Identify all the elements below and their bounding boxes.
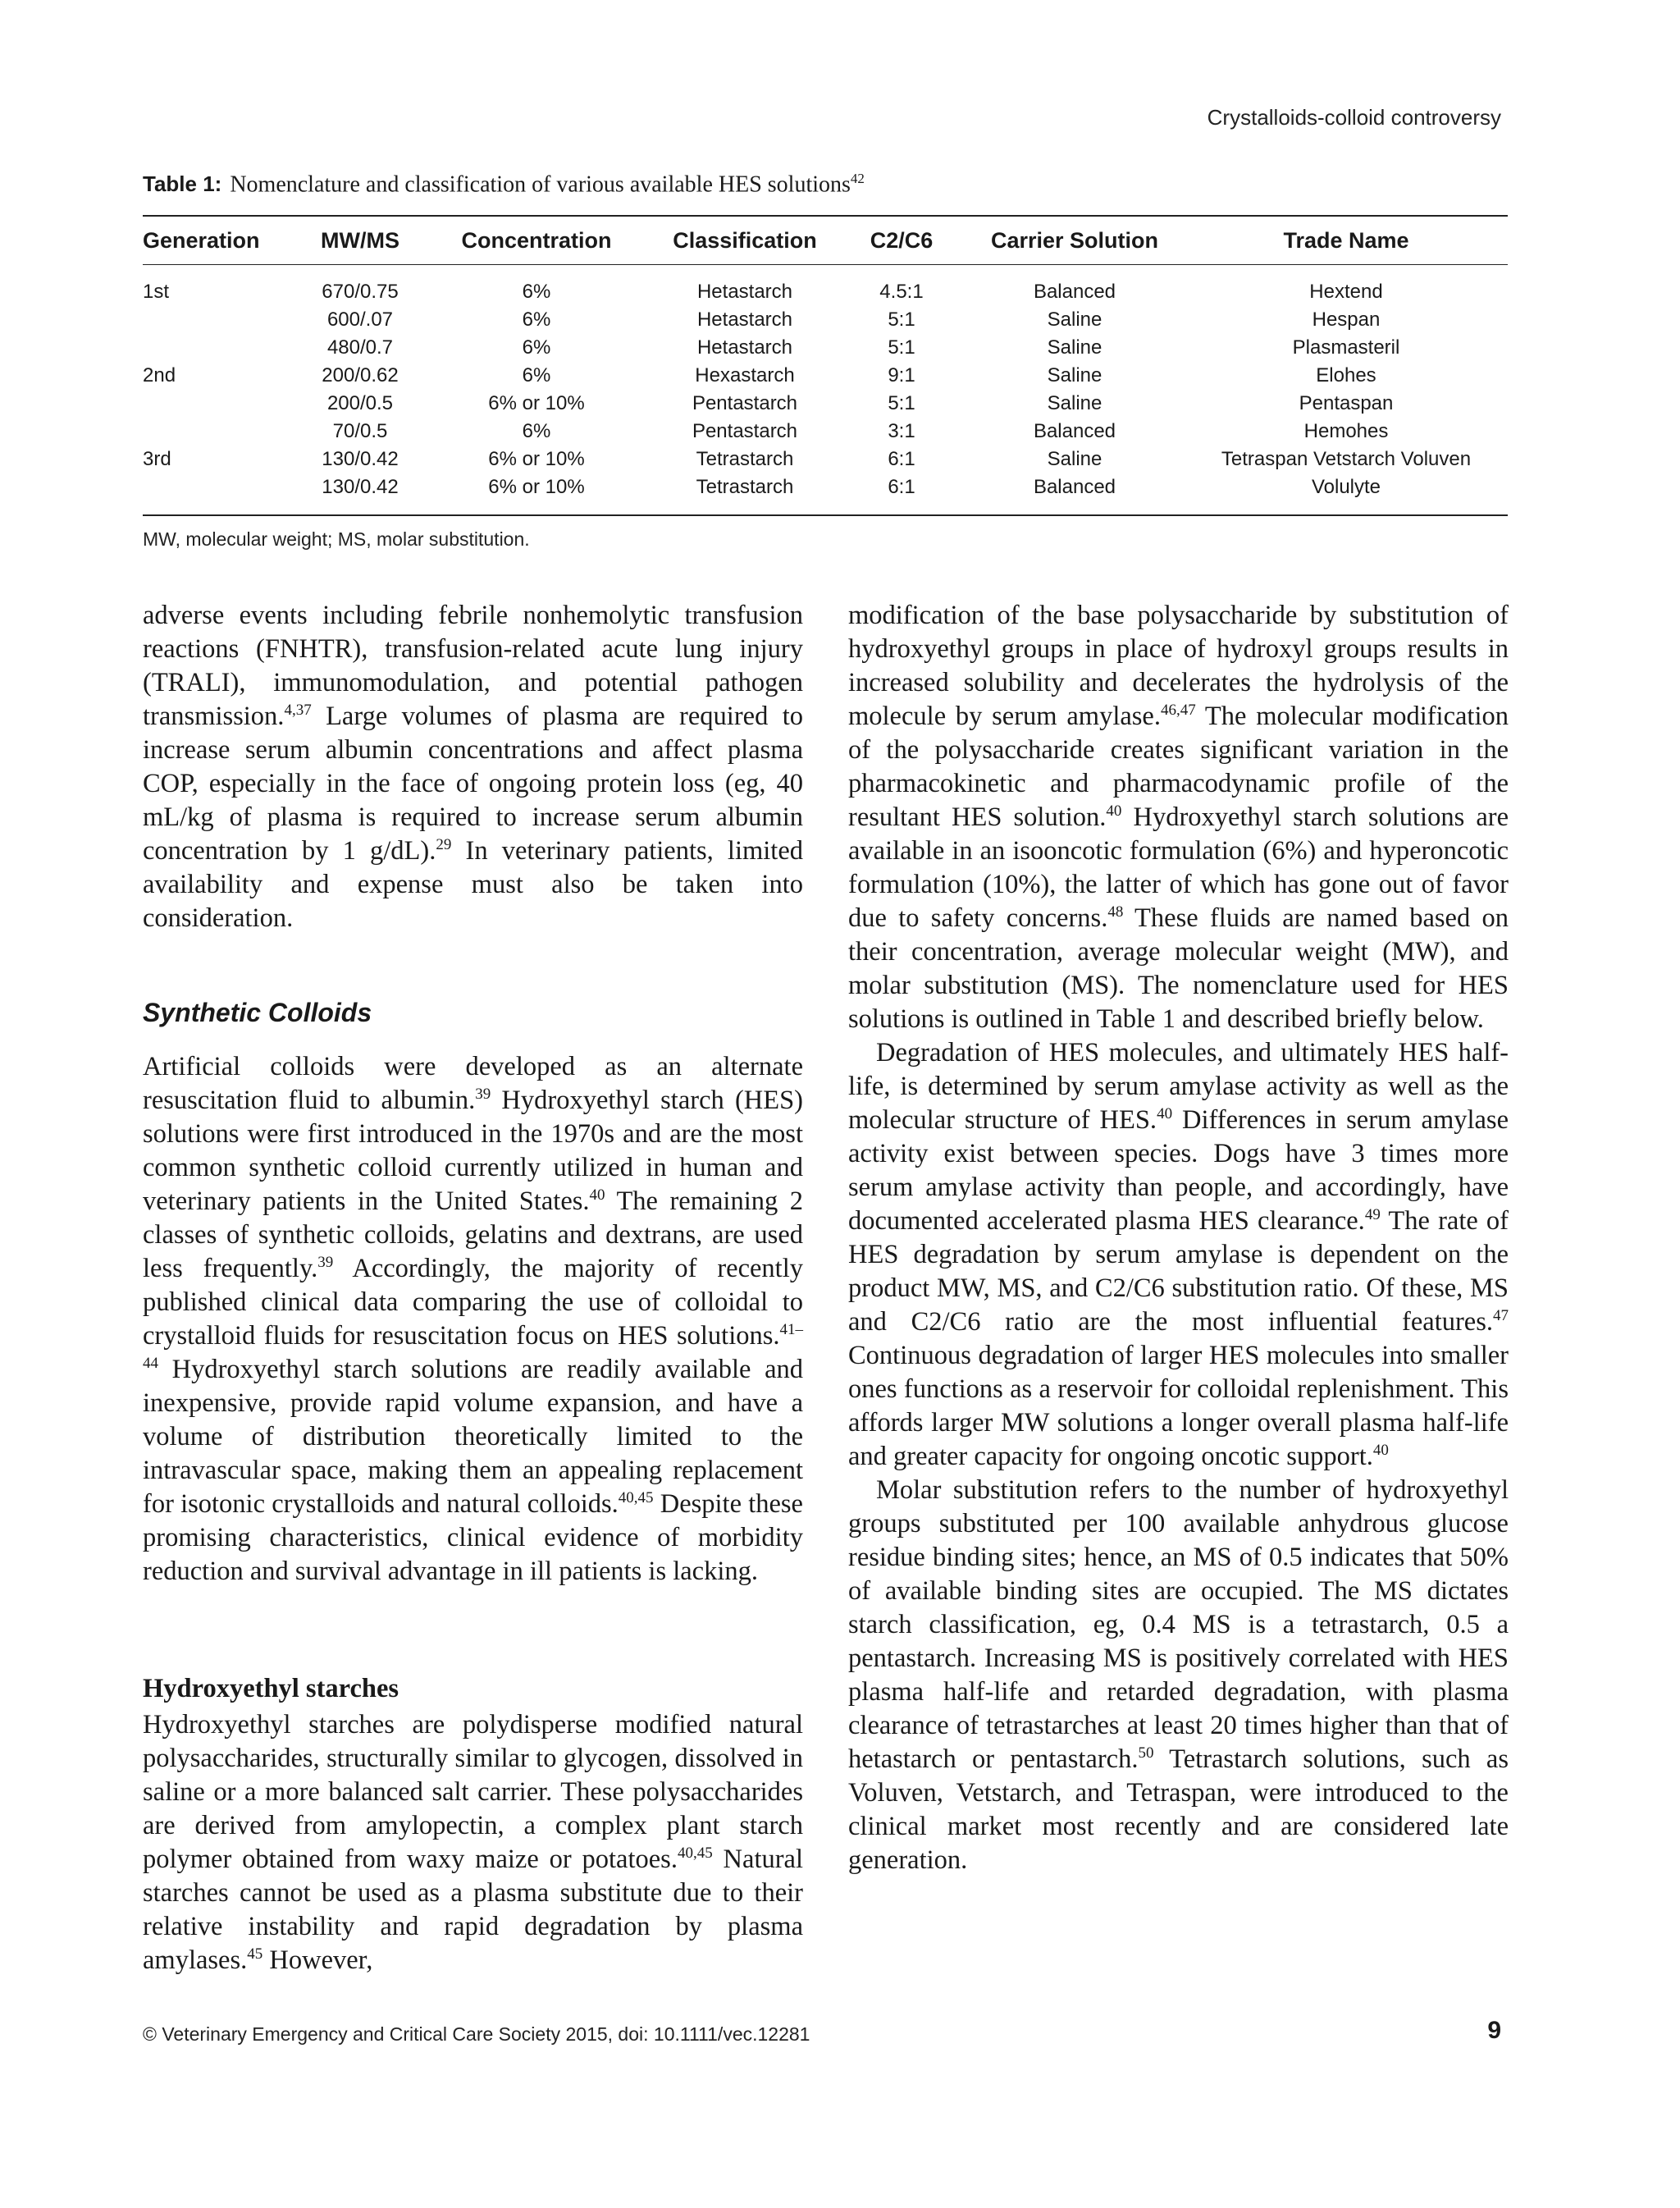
text-run: Molar substitution refers to the number of hydroxyethyl groups substituted per 100 available anhydrous glucose residue binding sites; hence, an MS of 0.5 indicates that 50% of available binding sites are occupied. The MS dictates starch classification, eg, 0.4 MS is a tetrastarch, 0.5 a pentastarch. Increasing MS is positively correlated with HES plasma half-life and retarded degradation, with plasma clearance of tetrastarches at least 20 times higher than that of hetastarch or pentastarch.: [848, 1475, 1509, 1774]
table-cell: 5:1: [888, 309, 915, 331]
table-cell: Saline: [1047, 336, 1102, 359]
text-run: Tetrastarch solutions, such as Voluven, Vetstarch, and Tetraspan, were introduced to the clinical market most recently and are considered late generation.: [848, 1744, 1509, 1875]
citation: 50: [1138, 1744, 1154, 1762]
citation: 29: [436, 836, 452, 854]
text-run: Accordingly, the majority of recently published clinical data comparing the use of colloidal to crystalloid fluids for resuscitation focus on HES solutions.: [143, 1254, 803, 1351]
text-run: Differences in serum amylase activity exist between species. Dogs have 3 times more serum amylase activity than people, and accordingly, have documented accelerated plasma HES clearance.: [848, 1105, 1509, 1236]
table-cell: 6%: [522, 364, 551, 386]
table-row: [143, 418, 1508, 446]
table-cell: Saline: [1047, 448, 1102, 470]
body-paragraph: [848, 599, 1509, 1036]
text-run: Degradation of HES molecules, and ultimately HES half-life, is determined by serum amylase activity as well as the molecular structure of HES.: [848, 1038, 1509, 1135]
text-run: Artificial colloids were developed as an alternate resuscitation fluid to albumin.: [143, 1052, 803, 1115]
table-cell: Saline: [1047, 392, 1102, 414]
column-header-mw-ms: MW/MS: [299, 216, 422, 265]
body-paragraph: [143, 599, 803, 935]
section-heading-synthetic-colloids: Synthetic Colloids: [143, 998, 372, 1027]
table-body: [143, 265, 1508, 516]
citation: 47: [1493, 1307, 1509, 1325]
table-cell: Tetrastarch: [696, 448, 794, 470]
citation: 4,37: [284, 702, 312, 720]
table-cell: Tetraspan Vetstarch Voluven: [1221, 448, 1472, 470]
text-run: Hydroxyethyl starches are polydisperse modified natural polysaccharides, structurally similar to glycogen, dissolved in saline or a more balanced salt carrier. These polysaccharides are derived from amylopectin, a complex plant starch polymer obtained from waxy maize or potatoes.: [143, 1710, 803, 1874]
text-run: Hydroxyethyl starch (HES) solutions were first introduced in the 1970s and are the most common synthetic colloid currently utilized in human and veterinary patients in the United States.: [143, 1086, 804, 1216]
table-cell: Pentaspan: [1299, 392, 1394, 414]
citation: 40: [1372, 1442, 1389, 1460]
table-row: [143, 473, 1508, 515]
table-cell: 3rd: [143, 448, 171, 470]
table-cell: Tetrastarch: [651, 473, 838, 515]
citation: 41–44: [143, 1321, 803, 1373]
text-run: In veterinary patients, limited availability and expense must also be taken into consideration.: [143, 836, 803, 933]
right-column: [848, 599, 1509, 1877]
table-cell: Hextend: [1309, 281, 1383, 303]
running-head: Crystalloids-colloid controversy: [1207, 105, 1501, 130]
table-row: [143, 306, 1508, 334]
table-row: [143, 334, 1508, 362]
table-cell: Saline: [1047, 364, 1102, 386]
table-cell: 70/0.5: [332, 420, 388, 442]
table-cell: 480/0.7: [326, 336, 394, 359]
text-run: Large volumes of plasma are required to increase serum albumin concentrations and affect plasma COP, especially in the face of ongoing protein loss (eg, 40 mL/kg of plasma is required to increase serum albumin concentration by 1 g/dL).: [143, 702, 803, 866]
table-cell: 6%: [522, 420, 551, 442]
text-run: However,: [262, 1945, 373, 1975]
citation: 40: [589, 1186, 605, 1205]
table-cell: Saline: [1047, 309, 1102, 331]
table-caption-text: Nomenclature and classification of various available HES solutions: [230, 171, 851, 198]
table-cell: Pentastarch: [692, 392, 798, 414]
column-header-trade-name: Trade Name: [1185, 216, 1508, 265]
table-cell: 6:1: [838, 473, 965, 515]
table-cell: Hexastarch: [695, 364, 795, 386]
table-cell: Volulyte: [1185, 473, 1508, 515]
column-header-classification: Classification: [651, 216, 838, 265]
table-cell: 6%: [522, 309, 551, 331]
table-cell: 5:1: [888, 336, 915, 359]
body-paragraph: [848, 1474, 1509, 1877]
table-cell: Plasmasteril: [1292, 336, 1400, 359]
table-cell: Elohes: [1316, 364, 1376, 386]
body-paragraph: [143, 1708, 803, 1977]
table-cell: 4.5:1: [879, 281, 924, 303]
subsection-heading-hydroxyethyl-starches: Hydroxyethyl starches: [143, 1674, 399, 1703]
table-cell: 5:1: [888, 392, 915, 414]
table-header: [143, 216, 1508, 265]
table-cell: 1st: [143, 281, 170, 303]
table-cell: Hetastarch: [696, 309, 793, 331]
citation: 39: [475, 1086, 491, 1104]
table-cell: [143, 334, 299, 362]
citation: 40: [1157, 1105, 1173, 1123]
column-header-generation: Generation: [143, 216, 299, 265]
table-cell: 600/.07: [326, 309, 394, 331]
footer-copyright: © Veterinary Emergency and Critical Care Society 2015, doi: 10.1111/vec.12281: [143, 2023, 810, 2045]
body-paragraph: [143, 1050, 803, 1589]
table-row: [143, 265, 1508, 307]
table-cell: [143, 390, 299, 418]
table-cell: Pentastarch: [692, 420, 798, 442]
text-run: Hydroxyethyl starch solutions are available in an isooncotic formulation (6%) and hyperoncotic formulation (10%), the latter of which has gone out of favor due to safety concerns.: [848, 802, 1509, 933]
table-cell: Balanced: [1033, 281, 1116, 303]
citation: 45: [247, 1945, 263, 1963]
citation: 46,47: [1160, 702, 1196, 720]
citation: 39: [317, 1254, 334, 1272]
table-caption: [143, 171, 865, 198]
table-cell: 6% or 10%: [488, 392, 585, 414]
table-cell: [143, 418, 299, 446]
table-cell: 6%: [522, 336, 551, 359]
table-cell: 2nd: [143, 364, 176, 386]
text-run: adverse events including febrile nonhemolytic transfusion reactions (FNHTR), transfusion-related acute lung injury (TRALI), immunomodulation, and potential pathogen transmission.: [143, 601, 803, 731]
table-cell: 9:1: [888, 364, 915, 386]
page-number: 9: [1487, 2017, 1501, 2044]
text-run: Despite these promising characteristics, clinical evidence of morbidity reduction and survival advantage in ill patients is lacking.: [143, 1489, 803, 1586]
column-header-concentration: Concentration: [422, 216, 651, 265]
table-caption-ref: 42: [850, 171, 865, 186]
table-cell: 200/0.5: [326, 392, 394, 414]
table-cell: Balanced: [1033, 420, 1116, 442]
table-cell: 6% or 10%: [488, 448, 585, 470]
table-cell: Hespan: [1312, 309, 1381, 331]
column-header-c2-c6: C2/C6: [838, 216, 965, 265]
text-run: The remaining 2 classes of synthetic colloids, gelatins and dextrans, are used less frequently.: [143, 1186, 803, 1283]
body-paragraph: [848, 1036, 1509, 1474]
table-row: [143, 362, 1508, 390]
table-cell: 130/0.42: [299, 473, 422, 515]
table-cell: 670/0.75: [322, 281, 399, 303]
table-cell: Hetastarch: [696, 336, 793, 359]
table-cell: [143, 473, 299, 515]
column-header-carrier-solution: Carrier Solution: [965, 216, 1185, 265]
table-cell: [143, 306, 299, 334]
table-label: Table 1:: [143, 171, 222, 197]
table-header-row: [143, 216, 1508, 265]
text-run: The rate of HES degradation by serum amylase is dependent on the product MW, MS, and C2/C6 substitution ratio. Of these, MS and C2/C6 ratio are the most influential features.: [848, 1206, 1509, 1337]
table-cell: 6:1: [888, 448, 915, 470]
citation: 40,45: [677, 1845, 713, 1863]
citation: 40: [1106, 802, 1122, 821]
text-run: Hydroxyethyl starch solutions are readily available and inexpensive, provide rapid volume expansion, and have a volume of distribution theoretically limited to the intravascular space, making them an appealing replacement for isotonic crystalloids and natural colloids.: [143, 1355, 803, 1519]
table-cell: 200/0.62: [322, 364, 399, 386]
text-run: Natural starches cannot be used as a plasma substitute due to their relative instability and rapid degradation by plasma amylases.: [143, 1845, 803, 1975]
hes-table: [143, 215, 1508, 516]
text-run: These fluids are named based on their concentration, average molecular weight (MW), and molar substitution (MS). The nomenclature used for HES solutions is outlined in Table 1 and described briefly below.: [848, 903, 1509, 1034]
text-run: The molecular modification of the polysaccharide creates significant variation in the pharmacokinetic and pharmacodynamic profile of the resultant HES solution.: [848, 702, 1509, 832]
table-cell: Hemohes: [1303, 420, 1389, 442]
table-cell: 6% or 10%: [422, 473, 651, 515]
table-cell: Hetastarch: [696, 281, 793, 303]
table-cell: Balanced: [965, 473, 1185, 515]
table-row: [143, 390, 1508, 418]
citation: 49: [1364, 1206, 1381, 1224]
table-footnote: MW, molecular weight; MS, molar substitution.: [143, 528, 530, 550]
text-run: modification of the base polysaccharide by substitution of hydroxyethyl groups in place of hydroxyl groups results in increased solubility and decelerates the hydrolysis of the molecule by serum amylase.: [848, 601, 1509, 731]
citation: 48: [1107, 903, 1124, 921]
table-cell: 6%: [522, 281, 551, 303]
table-row: [143, 446, 1508, 473]
table-cell: 3:1: [888, 420, 915, 442]
citation: 40,45: [618, 1489, 654, 1507]
text-run: Continuous degradation of larger HES molecules into smaller ones functions as a reservoir for colloidal replenishment. This affords larger MW solutions a longer overall plasma half-life and greater capacity for ongoing oncotic support.: [848, 1341, 1509, 1471]
table-cell: 130/0.42: [322, 448, 399, 470]
